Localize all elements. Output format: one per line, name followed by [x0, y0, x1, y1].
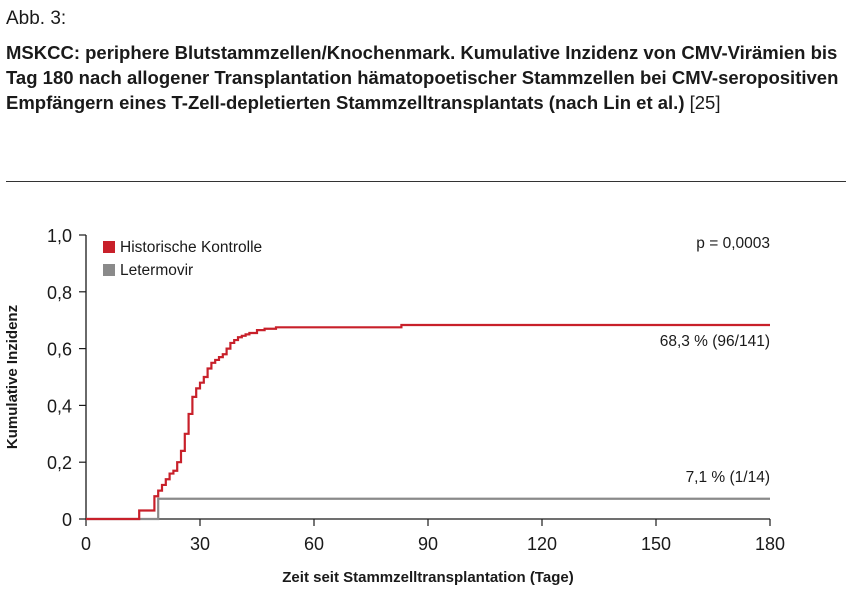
series-line-historische-kontrolle — [86, 325, 770, 519]
x-tick-label: 180 — [754, 534, 786, 554]
y-axis-label: Kumulative Inzidenz — [4, 304, 21, 450]
x-tick-label: 0 — [80, 534, 92, 554]
x-tick-label: 90 — [417, 534, 439, 554]
y-tick-label: 0 — [61, 510, 72, 530]
y-tick-label: 1,0 — [46, 226, 72, 246]
figure-label: Abb. 3: — [6, 8, 67, 29]
x-axis-label: Zeit seit Stammzelltransplantation (Tage) — [282, 569, 574, 586]
historische-end-annotation: 68,3 % (96/141) — [659, 333, 770, 350]
letermovir-end-annotation: 7,1 % (1/14) — [685, 469, 770, 486]
legend-label-letermovir: Letermovir — [120, 262, 194, 279]
p-value-annotation: p = 0,0003 — [696, 235, 770, 252]
chart-series — [86, 325, 770, 519]
y-tick-label: 0,4 — [46, 396, 72, 417]
chart-legend — [103, 239, 262, 279]
legend-swatch-historische-kontrolle — [103, 241, 115, 253]
figure-reference: [25] — [689, 92, 721, 113]
chart-annotations — [660, 235, 770, 486]
y-tick-label: 0,6 — [46, 339, 72, 360]
legend-swatch-letermovir — [103, 264, 115, 276]
x-tick-label: 120 — [526, 534, 558, 554]
y-tick-label: 0,2 — [46, 453, 72, 474]
x-tick-label: 150 — [640, 534, 672, 554]
figure-title: MSKCC: periphere Blutstammzellen/Knochenmark. Kumulative Inzidenz von CMV-Virämien bis Tag 180 nach allogener Transplantation hämatopoetischer Stammzellen bei CMV-seropositiven Empfängern eines T-Zell-depletierten Stammzelltransplantats (nach Lin et al.) — [6, 42, 839, 113]
series-line-letermovir — [86, 499, 770, 519]
x-tick-label: 60 — [303, 534, 325, 554]
legend-label-historische-kontrolle: Historische Kontrolle — [120, 239, 263, 256]
y-tick-label: 0,8 — [46, 282, 72, 303]
x-tick-label: 30 — [189, 534, 211, 554]
